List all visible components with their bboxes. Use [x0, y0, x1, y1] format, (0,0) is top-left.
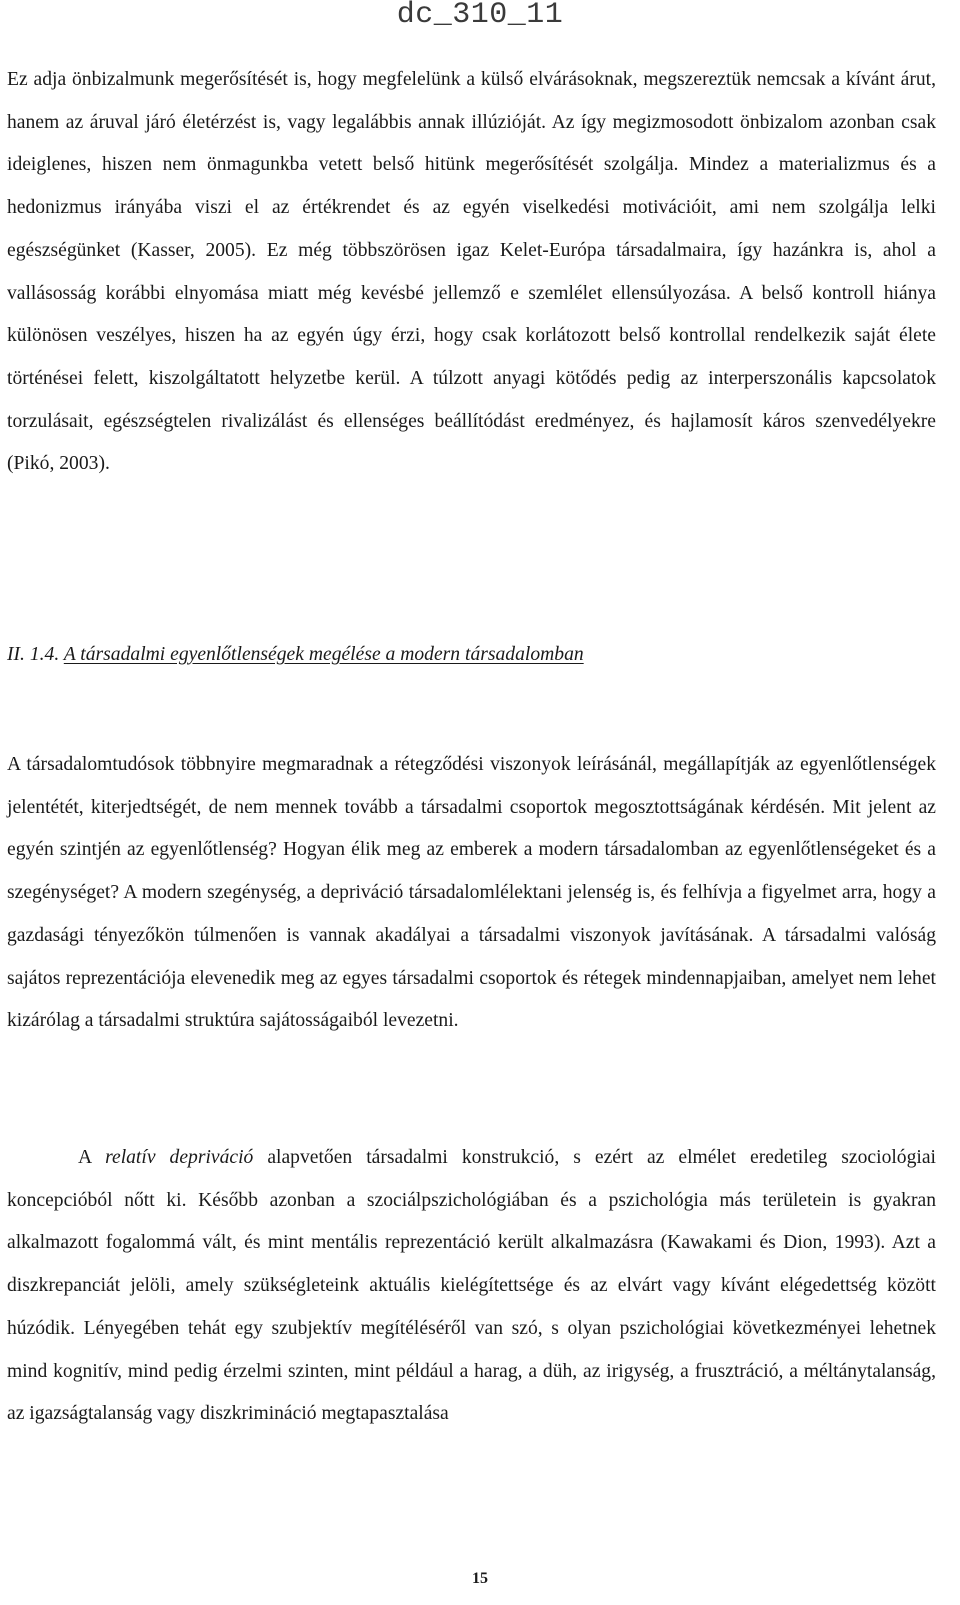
body-paragraph-3: [7, 1137, 936, 1436]
section-heading: [7, 640, 936, 670]
paragraph-rest: alapvetően társadalmi konstrukció, s ezért az elmélet eredetileg szociológiai koncepcióból nőtt ki. Később azonban a szociálpszichológiában és a pszichológia más területein is gyakran alkalmazott fogalommá vált, és mint mentális reprezentáció került alkalmazásra (Kawakami és Dion, 1993). Azt a diszkrepanciát jelöli, amely szükségleteink aktuális kielégítettsége és az elvárt vagy kívánt elégedettség között húzódik. Lényegében tehát egy szubjektív megítéléséről van szó, s olyan pszichológiai következményei lehetnek mind kognitív, mind pedig érzelmi szinten, mint például a harag, a düh, az irigység, a frusztráció, a méltánytalanság, az igazságtalanság vagy diszkrimináció megtapasztalása: [7, 1147, 936, 1425]
paragraph-text: A társadalomtudósok többnyire megmaradnak a rétegződési viszonyok leírásánál, megállapítják az egyenlőtlenségek jelentétét, kiterjedtségét, de nem mennek tovább a társadalmi csoportok megosztottságának kérdésén. Mit jelent az egyén szintjén az egyenlőtlenség? Hogyan élik meg az emberek a modern társadalomban az egyenlőtlenségeket és a szegénységet? A modern szegénység, a depriváció társadalomlélektani jelenség is, és felhívja a figyelmet arra, hogy a gazdasági tényezőkön túlmenően is vannak akadályai a társadalmi viszonyok javításának. A társadalmi valóság sajátos reprezentációja elevenedik meg az egyes társadalmi csoportok és rétegek mindennapjaiban, amelyet nem lehet kizárólag a társadalmi struktúra sajátosságaiból levezetni.: [7, 754, 936, 1032]
page-number: 15: [472, 1570, 488, 1587]
paragraph-text: Ez adja önbizalmunk megerősítését is, hogy megfelelünk a külső elvárásoknak, megszereztük nemcsak a kívánt árut, hanem az áruval járó életérzést is, vagy legalábbis annak illúzióját. Az így megizmosodott önbizalom azonban csak ideiglenes, hiszen nem önmagunkba vetett belső hitünk megerősítését szolgálja. Mindez a materializmus és a hedonizmus irányába viszi el az értékrendet és az egyén viselkedési motivációit, ami nem szolgálja lelki egészségünket (Kasser, 2005). Ez még többszörösen igaz Kelet-Európa társadalmaira, így hazánkra is, ahol a vallásosság korábbi elnyomása miatt még kevésbé jellemző e szemlélet ellensúlyozása. A belső kontroll hiánya különösen veszélyes, hiszen ha az egyén úgy érzi, hogy csak korlátozott belső kontrollal rendelkezik saját élete történései felett, kiszolgáltatott helyzetbe kerül. A túlzott anyagi kötődés pedig az interperszonális kapcsolatok torzulásait, egészségtelen rivalizálást és ellenséges beállítódást eredményez, és hajlamosít káros szenvedélyekre (Pikó, 2003).: [7, 69, 936, 475]
emphasized-term: relatív depriváció: [105, 1147, 254, 1168]
section-title: A társadalmi egyenlőtlenségek megélése a modern társadalomban: [63, 644, 584, 665]
body-paragraph-2: [7, 744, 936, 1043]
body-paragraph-1: [7, 59, 936, 486]
document-id-header: dc_310_11: [396, 0, 564, 32]
section-number: II. 1.4.: [7, 644, 60, 665]
paragraph-text: [7, 1137, 936, 1436]
paragraph-lead: A: [78, 1147, 92, 1168]
